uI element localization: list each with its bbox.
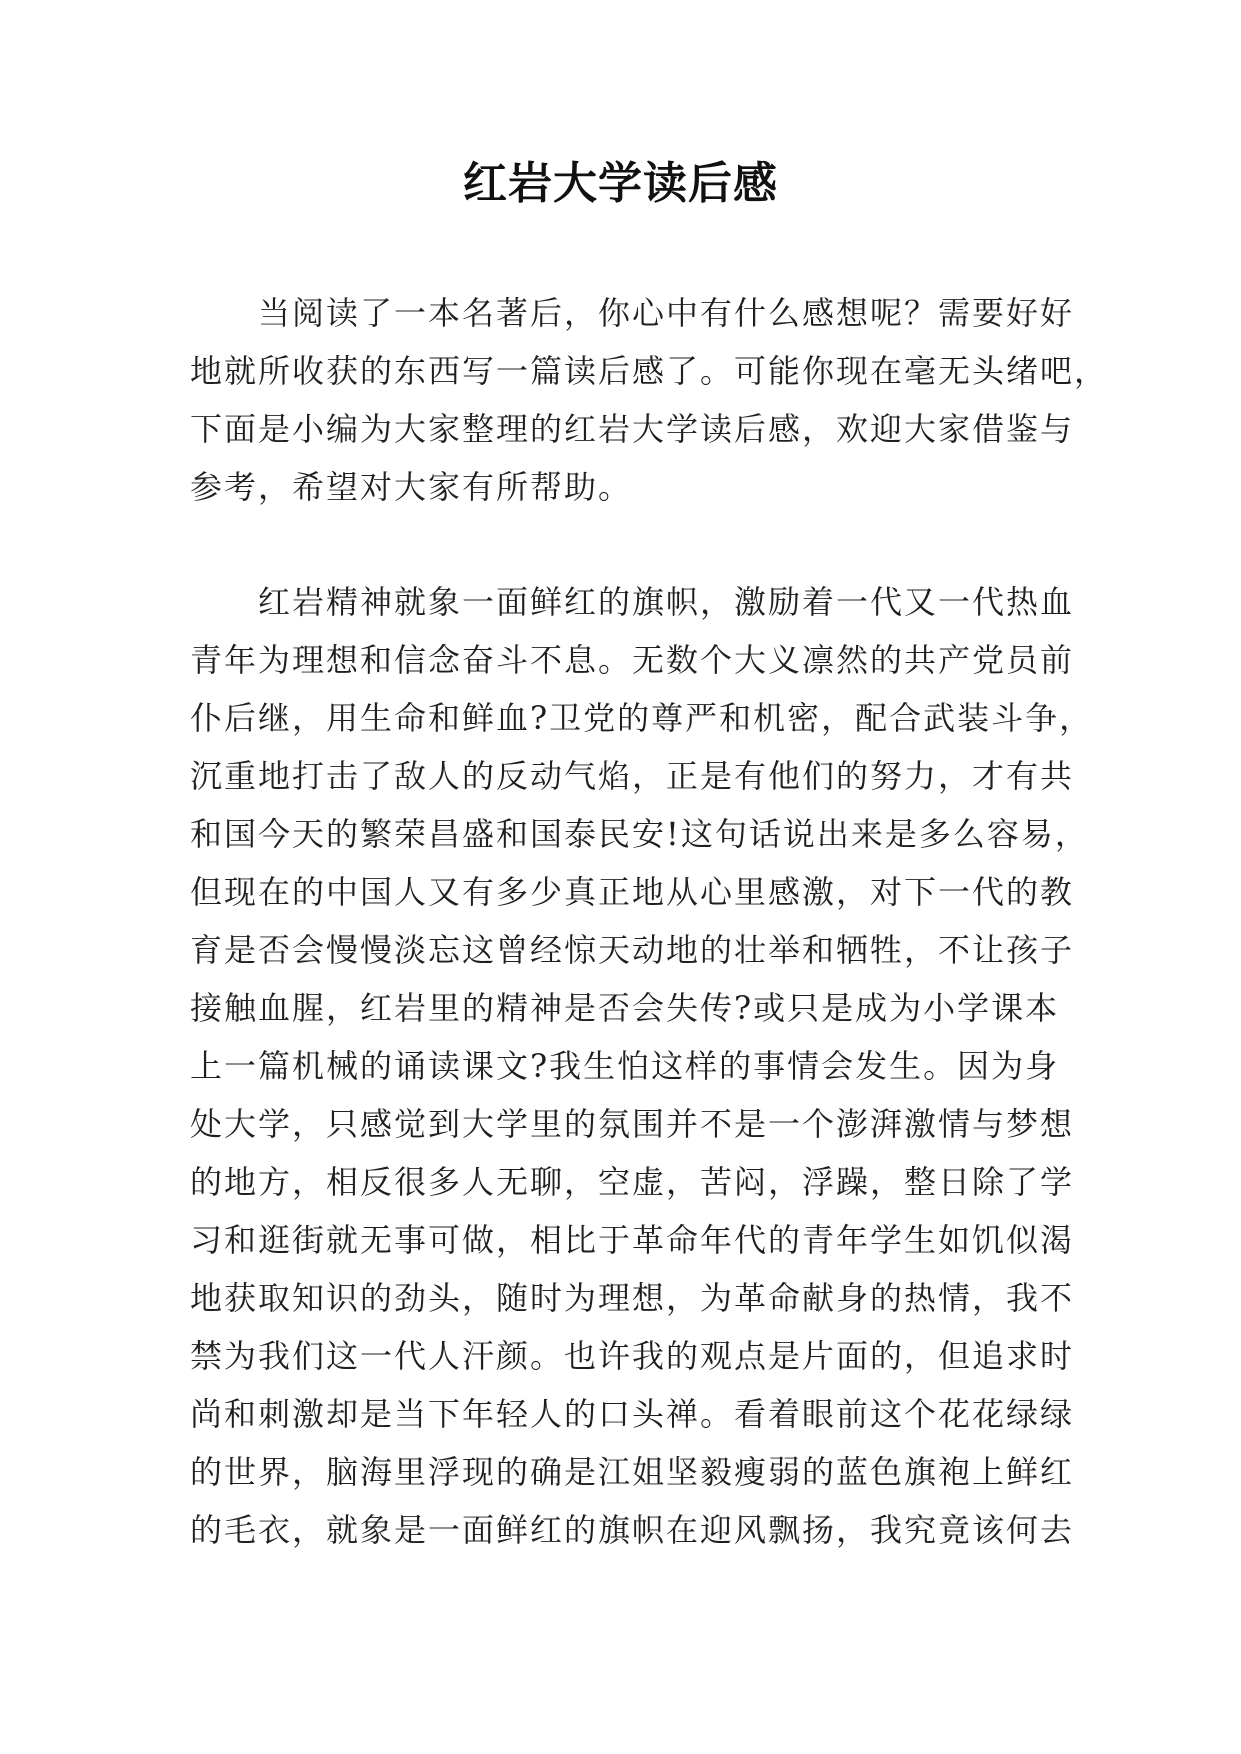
text-line: 接触血腥，红岩里的精神是否会失传?或只是成为小学课本 bbox=[190, 989, 1060, 1027]
text-line: 下面是小编为大家整理的红岩大学读后感，欢迎大家借鉴与 bbox=[190, 410, 1075, 448]
intro-paragraph bbox=[190, 284, 1109, 516]
text-line: 习和逛街就无事可做，相比于革命年代的青年学生如饥似渴 bbox=[190, 1221, 1075, 1259]
text-line: 的毛衣，就象是一面鲜红的旗帜在迎风飘扬，我究竟该何去 bbox=[190, 1511, 1075, 1549]
text-line: 和国今天的繁荣昌盛和国泰民安!这句话说出来是多么容易， bbox=[190, 815, 1089, 853]
text-line: 禁为我们这一代人汗颜。也许我的观点是片面的，但追求时 bbox=[190, 1337, 1075, 1375]
text-line: 地获取知识的劲头，随时为理想，为革命献身的热情，我不 bbox=[190, 1279, 1075, 1317]
text-line: 仆后继，用生命和鲜血?卫党的尊严和机密，配合武装斗争， bbox=[190, 699, 1094, 737]
text-line: 参考，希望对大家有所帮助。 bbox=[190, 468, 633, 506]
text-line: 但现在的中国人又有多少真正地从心里感激，对下一代的教 bbox=[190, 873, 1075, 911]
text-line: 上一篇机械的诵读课文?我生怕这样的事情会发生。因为身 bbox=[190, 1047, 1060, 1085]
text-line: 育是否会慢慢淡忘这曾经惊天动地的壮举和牺牲，不让孩子 bbox=[190, 931, 1075, 969]
text-line: 处大学，只感觉到大学里的氛围并不是一个澎湃激情与梦想 bbox=[190, 1105, 1075, 1143]
text-line: 沉重地打击了敌人的反动气焰，正是有他们的努力，才有共 bbox=[190, 757, 1075, 795]
text-line: 的世界，脑海里浮现的确是江姐坚毅瘦弱的蓝色旗袍上鲜红 bbox=[190, 1453, 1075, 1491]
body-paragraph bbox=[190, 573, 1094, 1559]
text-line: 红岩精神就象一面鲜红的旗帜，激励着一代又一代热血 bbox=[258, 583, 1075, 621]
document-title: 红岩大学读后感 bbox=[463, 158, 778, 209]
text-line: 青年为理想和信念奋斗不息。无数个大义凛然的共产党员前 bbox=[190, 641, 1075, 679]
text-line: 的地方，相反很多人无聊，空虚，苦闷，浮躁，整日除了学 bbox=[190, 1163, 1075, 1201]
text-line: 地就所收获的东西写一篇读后感了。可能你现在毫无头绪吧， bbox=[190, 352, 1109, 390]
text-line: 当阅读了一本名著后，你心中有什么感想呢？需要好好 bbox=[258, 294, 1075, 332]
text-line: 尚和刺激却是当下年轻人的口头禅。看着眼前这个花花绿绿 bbox=[190, 1395, 1075, 1433]
